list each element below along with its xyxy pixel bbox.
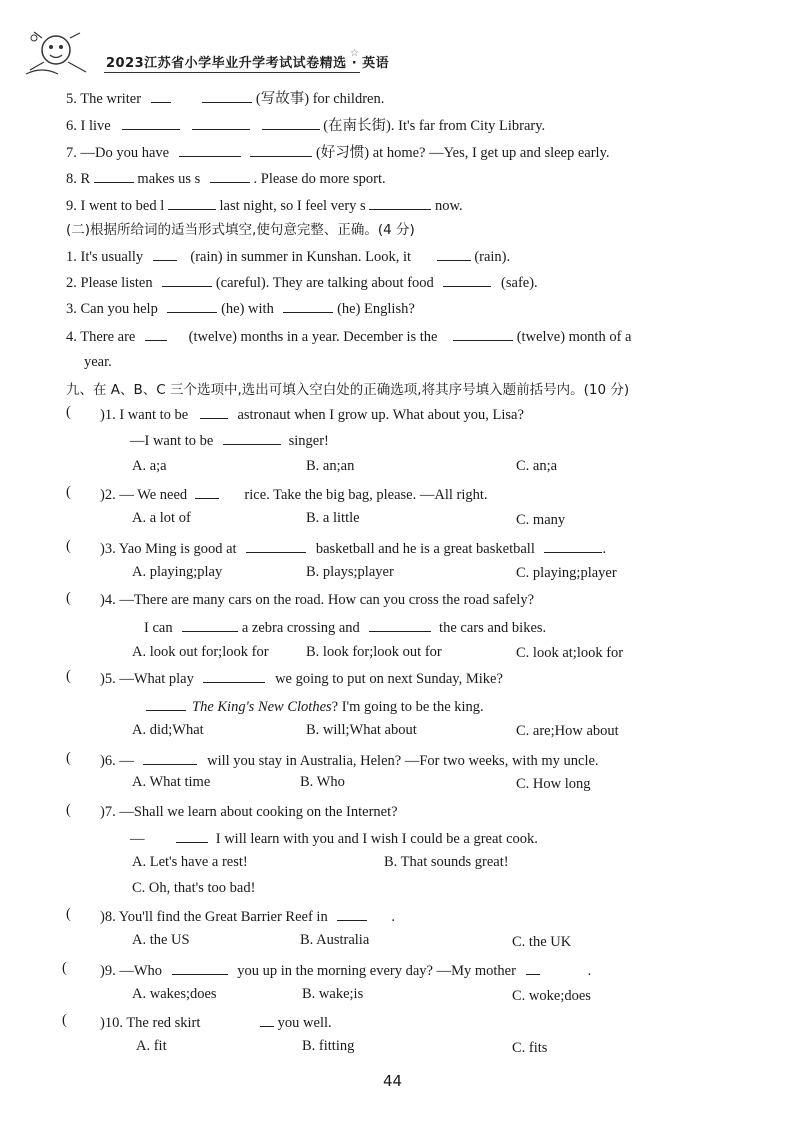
word-form-item-1: 1. It's usually (rain) in summer in Kunshan. Look, it (rain). [66,246,510,267]
word-form-item-4: 4. There are (twelve) months in a year. December is the (twelve) month of a [66,326,631,347]
mc-question-10: )10. The red skirt you well. [100,1012,332,1033]
answer-bracket[interactable]: ( [66,404,71,420]
fill-item-9: 9. I went to bed l last night, so I feel very s now. [66,195,463,216]
option-a[interactable]: A. fit [136,1038,167,1054]
mc-question-5-reply: The King's New Clothes? I'm going to be the king. [146,696,484,717]
answer-blank[interactable] [369,195,431,210]
option-c[interactable]: C. are;How about [516,723,619,739]
option-a[interactable]: A. What time [132,774,211,790]
answer-blank[interactable] [176,828,208,843]
answer-blank[interactable] [262,115,320,130]
answer-blank[interactable] [210,168,250,183]
answer-blank[interactable] [146,696,186,711]
header-rule [104,72,360,73]
option-a[interactable]: A. wakes;does [132,986,217,1002]
answer-bracket[interactable]: ( [62,1012,67,1028]
page-header [22,30,782,80]
header-title: 2023江苏省小学毕业升学考试试卷精选 · 英语 [106,56,390,71]
option-c[interactable]: C. playing;player [516,565,617,581]
option-a[interactable]: A. playing;play [132,564,223,580]
mc-question-4-reply: I can a zebra crossing and the cars and bikes. [144,617,546,638]
answer-blank[interactable] [162,272,212,287]
option-c[interactable]: C. How long [516,776,591,792]
fill-item-6: 6. I live (在南长街). It's far from City Library. [66,115,545,136]
option-b[interactable]: B. That sounds great! [384,854,509,870]
answer-bracket[interactable]: ( [66,750,71,766]
answer-blank[interactable] [283,298,333,313]
mc-question-9: )9. —Who you up in the morning every day? —My mother . [100,960,591,981]
option-c[interactable]: C. woke;does [512,988,591,1004]
mc-question-7-reply: — I will learn with you and I wish I could be a great cook. [130,828,538,849]
cartoon-mascot-icon [22,30,94,76]
mc-question-5: )5. —What play we going to put on next Sunday, Mike? [100,668,503,689]
mc-question-8: )8. You'll find the Great Barrier Reef in . [100,906,395,927]
mc-question-3: )3. Yao Ming is good at basketball and he is a great basketball . [100,538,606,559]
answer-bracket[interactable]: ( [66,802,71,818]
page-number: 44 [383,1072,403,1090]
option-c[interactable]: C. fits [512,1040,548,1056]
mc-question-4: )4. —There are many cars on the road. How can you cross the road safely? [100,592,535,608]
option-c[interactable]: C. the UK [512,934,572,950]
option-a[interactable]: A. a;a [132,458,167,474]
option-b[interactable]: B. plays;player [306,564,394,580]
answer-bracket[interactable]: ( [66,590,71,606]
option-b[interactable]: B. Who [300,774,345,790]
answer-blank[interactable] [337,906,367,921]
answer-bracket[interactable]: ( [66,906,71,922]
star-icon: ☆ [350,48,359,59]
option-a[interactable]: A. look out for;look for [132,644,269,660]
answer-blank[interactable] [443,272,491,287]
fill-item-7: 7. —Do you have (好习惯) at home? —Yes, I get up and sleep early. [66,142,610,163]
answer-blank[interactable] [437,246,471,261]
option-c[interactable]: C. Oh, that's too bad! [132,880,256,896]
answer-blank[interactable] [526,960,540,975]
answer-blank[interactable] [94,168,134,183]
answer-blank[interactable] [223,430,281,445]
answer-blank[interactable] [182,617,238,632]
option-b[interactable]: B. a little [306,510,360,526]
answer-blank[interactable] [260,1012,274,1027]
answer-blank[interactable] [192,115,250,130]
answer-blank[interactable] [246,538,306,553]
answer-blank[interactable] [250,142,312,157]
fill-item-5: 5. The writer (写故事) for children. [66,88,384,109]
answer-blank[interactable] [153,246,177,261]
answer-blank[interactable] [151,88,171,103]
option-b[interactable]: B. wake;is [302,986,364,1002]
option-b[interactable]: B. an;an [306,458,355,474]
answer-bracket[interactable]: ( [66,538,71,554]
answer-blank[interactable] [200,404,228,419]
option-c[interactable]: C. an;a [516,458,558,474]
mc-question-6: )6. — will you stay in Australia, Helen? —For two weeks, with my uncle. [100,750,599,771]
section9-heading: 九、在 A、B、C 三个选项中,选出可填入空白处的正确选项,将其序号填入题前括号内。(10 分) [66,382,630,398]
mc-question-1-reply: —I want to be singer! [130,430,329,451]
option-b[interactable]: B. look for;look out for [306,644,442,660]
answer-blank[interactable] [203,668,265,683]
mc-question-2: )2. — We need rice. Take the big bag, please. —All right. [100,484,488,505]
option-a[interactable]: A. did;What [132,722,204,738]
option-b[interactable]: B. fitting [302,1038,355,1054]
mc-question-1: )1. I want to be astronaut when I grow up. What about you, Lisa? [100,404,524,425]
option-a[interactable]: A. the US [132,932,190,948]
answer-blank[interactable] [145,326,167,341]
answer-blank[interactable] [195,484,219,499]
part2-heading: (二)根据所给词的适当形式填空,使句意完整、正确。(4 分) [66,222,415,238]
option-c[interactable]: C. many [516,512,566,528]
mc-question-7: )7. —Shall we learn about cooking on the Internet? [100,804,398,820]
answer-blank[interactable] [179,142,241,157]
option-b[interactable]: B. Australia [300,932,370,948]
word-form-item-2: 2. Please listen (careful). They are talking about food (safe). [66,272,538,293]
word-form-item-4-cont: year. [84,354,112,370]
word-form-item-3: 3. Can you help (he) with (he) English? [66,298,415,319]
option-b[interactable]: B. will;What about [306,722,417,738]
answer-blank[interactable] [122,115,180,130]
answer-bracket[interactable]: ( [66,668,71,684]
answer-blank[interactable] [202,88,252,103]
answer-blank[interactable] [453,326,513,341]
answer-blank[interactable] [172,960,228,975]
answer-bracket[interactable]: ( [66,484,71,500]
fill-item-8: 8. R makes us s . Please do more sport. [66,168,386,189]
answer-blank[interactable] [167,298,217,313]
answer-blank[interactable] [143,750,197,765]
answer-blank[interactable] [168,195,216,210]
option-a[interactable]: A. Let's have a rest! [132,854,248,870]
answer-blank[interactable] [544,538,602,553]
option-a[interactable]: A. a lot of [132,510,191,526]
answer-bracket[interactable]: ( [62,960,67,976]
answer-blank[interactable] [369,617,431,632]
option-c[interactable]: C. look at;look for [516,645,624,661]
